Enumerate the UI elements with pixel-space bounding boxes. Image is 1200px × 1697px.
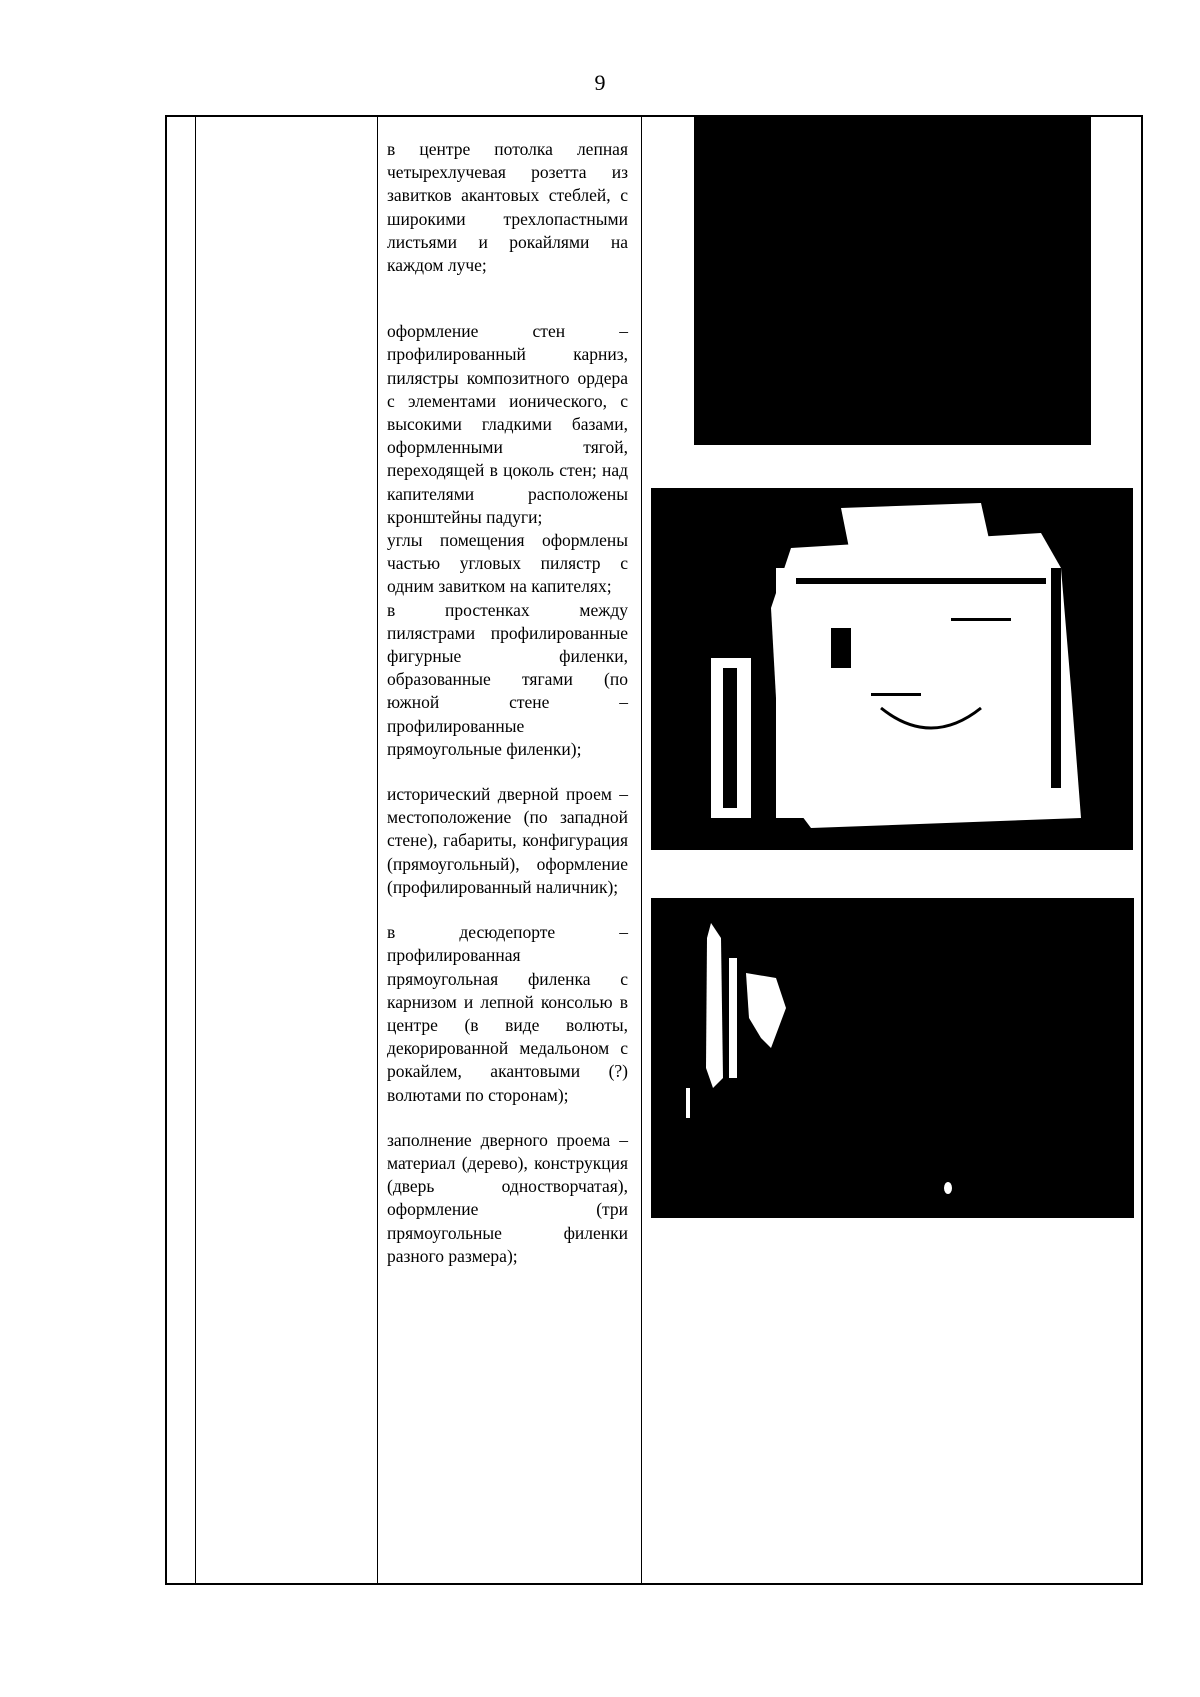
- doorway-photo: [651, 898, 1134, 1218]
- wall-pilasters-photo: [651, 488, 1133, 850]
- description-paragraph: оформление стен – профилированный карниз, пилястры композитного ордера с элементами ионического, с высокими гладкими базами, оформленными тягой, переходящей в цоколь стен; над капителями расположены кронштейны падуги;: [387, 321, 628, 527]
- description-column: [387, 138, 628, 1268]
- description-paragraph: заполнение дверного проема – материал (дерево), конструкция (дверь одностворчатая), оформление (три прямоугольные филенки разного размера);: [387, 1129, 628, 1266]
- table-column-divider: [195, 117, 196, 1583]
- description-paragraph: в центре потолка лепная четырехлучевая розетта из завитков акантовых стеблей, с широкими трехлопастными листьями и рокайлями на каждом луче;: [387, 139, 628, 276]
- description-paragraph: исторический дверной проем – местоположение (по западной стене), габариты, конфигурация (прямоугольный), оформление (профилированный наличник);: [387, 784, 628, 897]
- description-paragraph: в простенках между пилястрами профилированные фигурные филенки, образованные тягами (по южной стене – профилированные прямоугольные филенки);: [387, 599, 628, 759]
- table-column-divider: [377, 117, 378, 1583]
- page-number: 9: [594, 70, 606, 95]
- description-paragraph: углы помещения оформлены частью угловых пилястр с одним завитком на капителях;: [387, 530, 628, 597]
- description-paragraph: в десюдепорте – профилированная прямоугольная филенка с карнизом и лепной консолью в центре (в виде волюты, декорированной медальоном с рокайлем, акантовыми (?) волютами по сторонам);: [387, 922, 628, 1105]
- ceiling-rosette-photo: [694, 115, 1091, 445]
- table-column-divider: [641, 117, 642, 1583]
